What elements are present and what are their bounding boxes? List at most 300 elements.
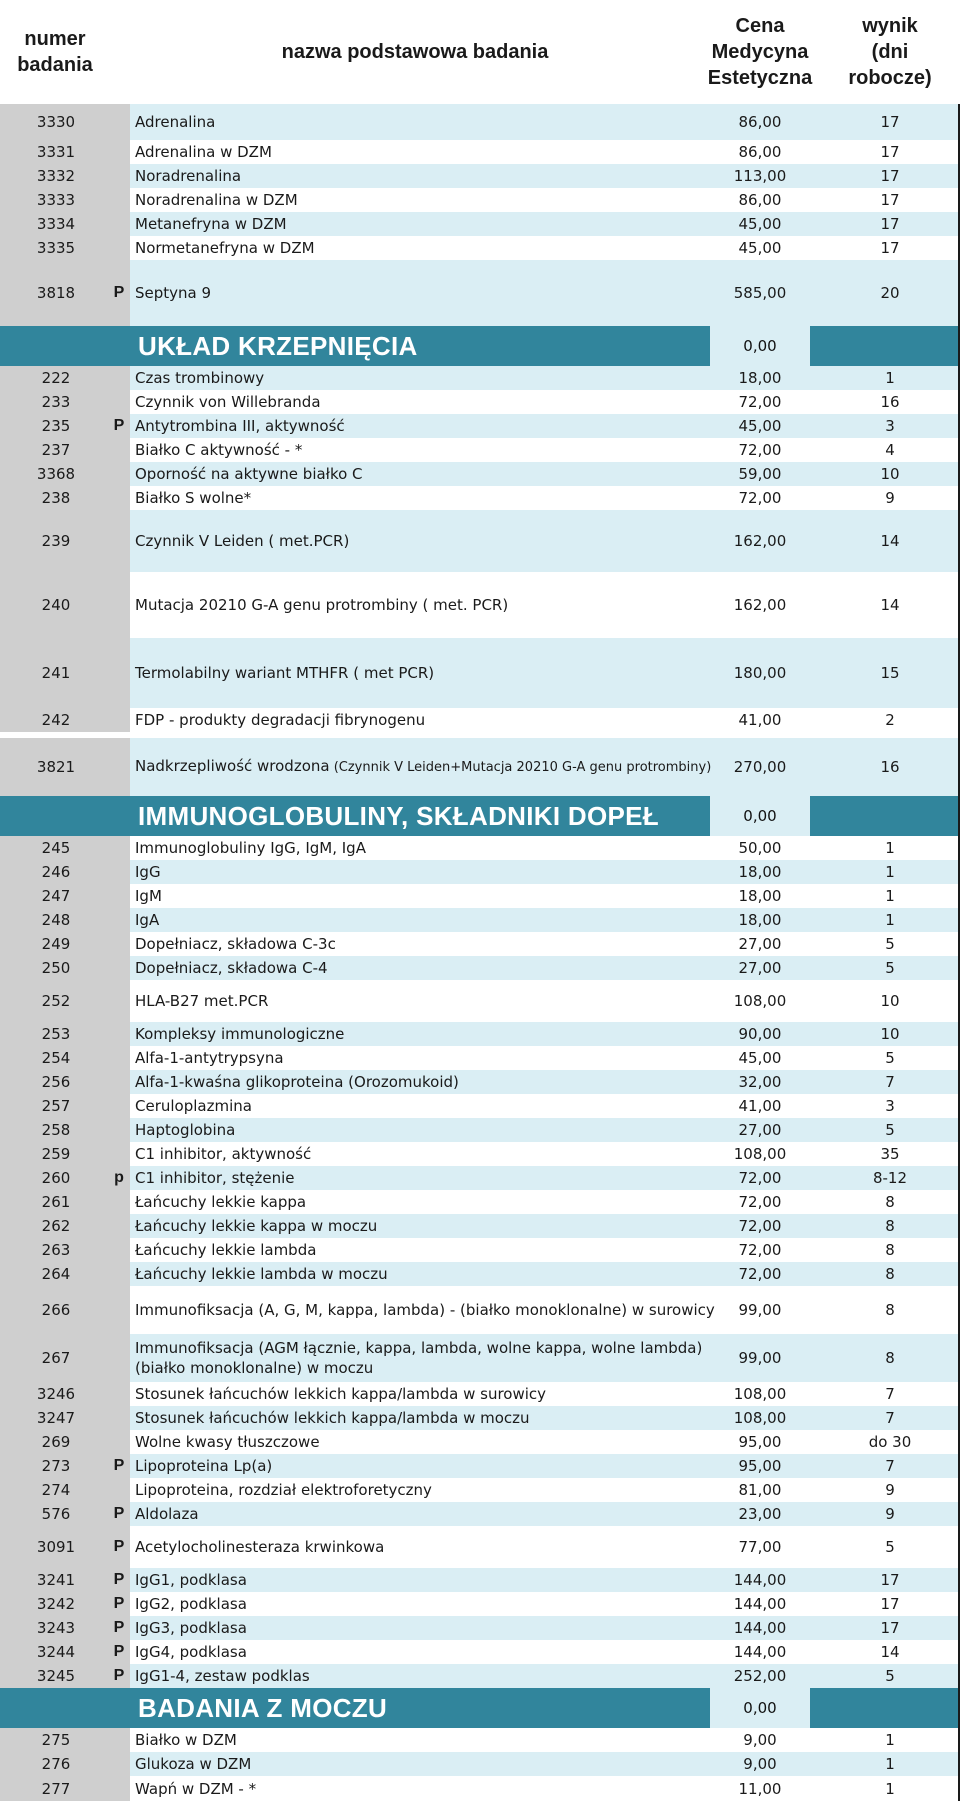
test-flag xyxy=(108,438,130,462)
test-days: 5 xyxy=(885,1049,895,1067)
test-price: 11,00 xyxy=(738,1779,782,1798)
test-days: 14 xyxy=(880,1643,900,1661)
test-days: 17 xyxy=(880,215,900,233)
table-row xyxy=(0,1334,960,1382)
test-flag xyxy=(108,1070,130,1094)
table-row xyxy=(0,908,960,932)
test-number: 275 xyxy=(41,1731,71,1749)
test-price: 27,00 xyxy=(738,935,782,953)
test-days: 17 xyxy=(880,143,900,161)
test-days: 8 xyxy=(885,1217,895,1235)
table-row xyxy=(0,438,960,462)
table-row xyxy=(0,188,960,212)
test-price: 113,00 xyxy=(733,167,787,185)
test-price: 72,00 xyxy=(738,441,782,459)
table-row xyxy=(0,1664,960,1688)
table-row xyxy=(0,1776,960,1801)
test-name: Glukoza w DZM xyxy=(135,1755,252,1773)
test-name: Białko S wolne* xyxy=(135,489,252,507)
test-price: 77,00 xyxy=(738,1538,782,1556)
test-flag xyxy=(108,1118,130,1142)
test-price: 72,00 xyxy=(738,1217,782,1235)
test-days: 35 xyxy=(880,1145,900,1163)
section-header xyxy=(0,1688,960,1728)
test-number: 3331 xyxy=(36,143,76,161)
test-price: 45,00 xyxy=(738,1049,782,1067)
test-days: 17 xyxy=(880,191,900,209)
test-price: 27,00 xyxy=(738,959,782,977)
test-name: C1 inhibitor, aktywność xyxy=(135,1145,312,1163)
test-name: Alfa-1-antytrypsyna xyxy=(135,1049,284,1067)
test-days: 7 xyxy=(885,1457,895,1475)
test-name: Normetanefryna w DZM xyxy=(135,239,315,257)
test-price: 72,00 xyxy=(738,1193,782,1211)
test-number: 3247 xyxy=(36,1409,76,1427)
table-row xyxy=(0,1142,960,1166)
test-name: IgG1, podklasa xyxy=(135,1571,247,1589)
section-price: 0,00 xyxy=(710,1688,810,1728)
test-name: Immunofiksacja (A, G, M, kappa, lambda) - (białko monoklonalne) w surowicy xyxy=(135,1301,715,1319)
table-row xyxy=(0,1616,960,1640)
header-days: wynik (dni robocze) xyxy=(848,15,932,89)
test-flag xyxy=(108,462,130,486)
test-price: 99,00 xyxy=(738,1349,782,1367)
test-name-main: Nadkrzepliwość wrodzona xyxy=(135,757,330,775)
test-name: Łańcuchy lekkie kappa w moczu xyxy=(135,1217,378,1235)
test-number: 254 xyxy=(41,1049,71,1067)
test-flag xyxy=(108,932,130,956)
test-flag xyxy=(108,1776,130,1801)
header-price: Cena Medycyna Estetyczna xyxy=(707,15,813,89)
test-name: Termolabilny wariant MTHFR ( met PCR) xyxy=(135,664,435,682)
test-number: 256 xyxy=(41,1073,71,1091)
table-row xyxy=(0,1262,960,1286)
test-flag: P xyxy=(113,1571,125,1588)
test-price: 72,00 xyxy=(738,1265,782,1283)
test-price: 27,00 xyxy=(738,1121,782,1139)
test-days: 9 xyxy=(885,1481,895,1499)
test-name xyxy=(135,738,715,796)
table-row xyxy=(0,462,960,486)
test-number: 252 xyxy=(41,992,71,1010)
test-days: 3 xyxy=(885,417,895,435)
test-flag xyxy=(108,1214,130,1238)
table-row xyxy=(0,486,960,510)
test-price: 144,00 xyxy=(733,1619,787,1637)
test-name: Adrenalina xyxy=(135,113,216,131)
table-row xyxy=(0,980,960,1022)
test-number: 3368 xyxy=(36,465,76,483)
test-days: 5 xyxy=(885,1667,895,1685)
test-flag xyxy=(108,572,130,638)
table-row xyxy=(0,236,960,260)
table-row xyxy=(0,1238,960,1262)
test-flag xyxy=(108,860,130,884)
test-flag: P xyxy=(113,1457,125,1474)
test-name: Dopełniacz, składowa C-4 xyxy=(135,959,328,977)
test-name: Alfa-1-kwaśna glikoproteina (Orozomukoid) xyxy=(135,1073,459,1091)
table-row xyxy=(0,1478,960,1502)
test-flag xyxy=(108,908,130,932)
test-price: 86,00 xyxy=(738,191,782,209)
test-days: 1 xyxy=(885,839,895,857)
test-days: 1 xyxy=(885,863,895,881)
table-row xyxy=(0,1214,960,1238)
test-days: 7 xyxy=(885,1409,895,1427)
test-name: Białko w DZM xyxy=(135,1731,237,1749)
table-row xyxy=(0,1118,960,1142)
test-price: 144,00 xyxy=(733,1571,787,1589)
test-number: 274 xyxy=(41,1481,71,1499)
test-flag: P xyxy=(113,1538,125,1555)
test-number: 276 xyxy=(41,1755,71,1773)
test-number: 242 xyxy=(41,711,71,729)
test-days: 20 xyxy=(880,284,900,302)
test-price: 95,00 xyxy=(738,1457,782,1475)
test-number: 3335 xyxy=(36,239,76,257)
test-price: 108,00 xyxy=(733,1145,787,1163)
test-flag xyxy=(108,1142,130,1166)
test-price: 72,00 xyxy=(738,393,782,411)
test-days: 17 xyxy=(880,1619,900,1637)
header-name: nazwa podstawowa badania xyxy=(281,41,549,63)
test-name: Immunofiksacja (AGM łącznie, kappa, lambda, wolne kappa, wolne lambda) (białko monoklonalne) w moczu xyxy=(135,1339,703,1377)
test-days: 8 xyxy=(885,1193,895,1211)
test-number: 3091 xyxy=(36,1538,76,1556)
test-number: 3330 xyxy=(36,113,76,131)
table-row xyxy=(0,1752,960,1776)
test-price: 45,00 xyxy=(738,215,782,233)
section-title: UKŁAD KRZEPNIĘCIA xyxy=(138,330,418,361)
test-days: 7 xyxy=(885,1073,895,1091)
table-row xyxy=(0,1286,960,1334)
test-days: 3 xyxy=(885,1097,895,1115)
test-days: 14 xyxy=(880,532,900,550)
test-days: 8 xyxy=(885,1241,895,1259)
test-flag xyxy=(108,366,130,390)
test-flag xyxy=(108,164,130,188)
table-row xyxy=(0,1728,960,1752)
test-name: IgG4, podklasa xyxy=(135,1643,247,1661)
test-price: 41,00 xyxy=(738,711,782,729)
header-number: numer badania xyxy=(17,28,93,76)
table-row xyxy=(0,1070,960,1094)
test-name: Czynnik V Leiden ( met.PCR) xyxy=(135,532,350,550)
test-name: Oporność na aktywne białko C xyxy=(135,465,363,483)
test-price: 90,00 xyxy=(738,1025,782,1043)
test-number: 3243 xyxy=(36,1619,76,1637)
test-number: 277 xyxy=(41,1779,71,1798)
test-name: Metanefryna w DZM xyxy=(135,215,287,233)
test-name: Łańcuchy lekkie lambda xyxy=(135,1241,317,1259)
table-row xyxy=(0,1640,960,1664)
test-price: 108,00 xyxy=(733,1409,787,1427)
test-number: 3333 xyxy=(36,191,76,209)
test-number: 3244 xyxy=(36,1643,76,1661)
test-flag: P xyxy=(113,1667,125,1684)
table-row xyxy=(0,1430,960,1454)
test-flag xyxy=(108,236,130,260)
table-row xyxy=(0,1046,960,1070)
table-row xyxy=(0,140,960,164)
test-flag xyxy=(108,708,130,732)
test-flag xyxy=(108,1752,130,1776)
test-days: 17 xyxy=(880,239,900,257)
test-days: 9 xyxy=(885,1505,895,1523)
test-number: 3246 xyxy=(36,1385,76,1403)
test-name: Łańcuchy lekkie lambda w moczu xyxy=(135,1265,388,1283)
test-number: 247 xyxy=(41,887,71,905)
test-flag xyxy=(108,738,130,796)
test-name: Białko C aktywność - * xyxy=(135,441,303,459)
test-price: 41,00 xyxy=(738,1097,782,1115)
test-price: 270,00 xyxy=(733,758,787,776)
test-price: 45,00 xyxy=(738,417,782,435)
test-price: 108,00 xyxy=(733,1385,787,1403)
test-days: 1 xyxy=(885,887,895,905)
test-days: 17 xyxy=(880,1595,900,1613)
test-days: 1 xyxy=(885,1731,895,1749)
test-name: Antytrombina III, aktywność xyxy=(135,417,345,435)
table-row xyxy=(0,1382,960,1406)
test-number: 235 xyxy=(41,417,71,435)
section-header xyxy=(0,326,960,366)
test-number: 238 xyxy=(41,489,71,507)
table-row xyxy=(0,572,960,638)
test-number: 3818 xyxy=(36,284,76,302)
test-flag xyxy=(108,1728,130,1752)
test-days: 10 xyxy=(880,465,900,483)
test-number: 239 xyxy=(41,532,71,550)
test-days: 7 xyxy=(885,1385,895,1403)
table-row xyxy=(0,1022,960,1046)
table-row xyxy=(0,366,960,390)
test-name-wrap xyxy=(135,756,711,778)
table-row xyxy=(0,164,960,188)
test-number: 273 xyxy=(41,1457,71,1475)
test-price: 72,00 xyxy=(738,1169,782,1187)
test-name: Adrenalina w DZM xyxy=(135,143,272,161)
test-price: 252,00 xyxy=(733,1667,787,1685)
test-number: 237 xyxy=(41,441,71,459)
test-name: Stosunek łańcuchów lekkich kappa/lambda w surowicy xyxy=(135,1385,547,1403)
section-price: 0,00 xyxy=(710,326,810,366)
test-price: 585,00 xyxy=(733,284,787,302)
test-name: IgG3, podklasa xyxy=(135,1619,247,1637)
table-row xyxy=(0,1592,960,1616)
test-flag xyxy=(108,486,130,510)
test-number: 250 xyxy=(41,959,71,977)
test-flag: P xyxy=(113,284,125,301)
test-flag xyxy=(108,1430,130,1454)
test-flag xyxy=(108,638,130,708)
test-flag xyxy=(108,1478,130,1502)
test-price: 23,00 xyxy=(738,1505,782,1523)
test-number: 260 xyxy=(41,1169,71,1187)
test-flag xyxy=(108,1286,130,1334)
test-number: 240 xyxy=(41,596,71,614)
test-price: 144,00 xyxy=(733,1643,787,1661)
table-row xyxy=(0,260,960,326)
table-row xyxy=(0,390,960,414)
table-row xyxy=(0,1526,960,1568)
test-price: 162,00 xyxy=(733,596,787,614)
test-flag: P xyxy=(113,1505,125,1522)
table-row xyxy=(0,836,960,860)
test-number: 248 xyxy=(41,911,71,929)
table-row xyxy=(0,1568,960,1592)
test-number: 3241 xyxy=(36,1571,76,1589)
test-days: 8 xyxy=(885,1265,895,1283)
test-name: Aldolaza xyxy=(135,1505,199,1523)
test-days: 5 xyxy=(885,1121,895,1139)
test-flag xyxy=(108,1262,130,1286)
test-name: Wolne kwasy tłuszczowe xyxy=(135,1433,320,1451)
test-days: 5 xyxy=(885,1538,895,1556)
test-days: 17 xyxy=(880,1571,900,1589)
test-number: 262 xyxy=(41,1217,71,1235)
test-price: 72,00 xyxy=(738,489,782,507)
test-days: 16 xyxy=(880,758,900,776)
test-name: Wapń w DZM - * xyxy=(135,1779,257,1798)
test-number: 261 xyxy=(41,1193,71,1211)
test-days: 4 xyxy=(885,441,895,459)
test-number: 576 xyxy=(41,1505,71,1523)
table-row xyxy=(0,708,960,732)
test-flag xyxy=(108,212,130,236)
table-row xyxy=(0,1454,960,1478)
test-flag xyxy=(108,956,130,980)
test-name: IgG1-4, zestaw podklas xyxy=(135,1667,310,1685)
test-price: 18,00 xyxy=(738,863,782,881)
test-flag xyxy=(108,836,130,860)
test-days: 14 xyxy=(880,596,900,614)
test-number: 269 xyxy=(41,1433,71,1451)
table-row xyxy=(0,932,960,956)
test-name: IgM xyxy=(135,887,162,905)
test-price: 72,00 xyxy=(738,1241,782,1259)
test-number: 249 xyxy=(41,935,71,953)
test-days: 9 xyxy=(885,489,895,507)
test-price: 18,00 xyxy=(738,369,782,387)
test-number: 3332 xyxy=(36,167,76,185)
test-name: Noradrenalina w DZM xyxy=(135,191,298,209)
test-price: 162,00 xyxy=(733,532,787,550)
test-name: Ceruloplazmina xyxy=(135,1097,252,1115)
table-row xyxy=(0,1502,960,1526)
test-days: 17 xyxy=(880,167,900,185)
test-name: C1 inhibitor, stężenie xyxy=(135,1169,295,1187)
test-flag xyxy=(108,188,130,212)
test-price: 86,00 xyxy=(738,143,782,161)
test-flag xyxy=(108,1406,130,1430)
test-number: 3245 xyxy=(36,1667,76,1685)
test-name: Dopełniacz, składowa C-3c xyxy=(135,935,336,953)
test-number: 233 xyxy=(41,393,71,411)
test-flag: P xyxy=(113,1595,125,1612)
test-price: 99,00 xyxy=(738,1301,782,1319)
test-price: 95,00 xyxy=(738,1433,782,1451)
test-price: 108,00 xyxy=(733,992,787,1010)
test-number: 245 xyxy=(41,839,71,857)
test-price: 144,00 xyxy=(733,1595,787,1613)
test-name: Haptoglobina xyxy=(135,1121,236,1139)
test-flag xyxy=(108,1382,130,1406)
test-days: 10 xyxy=(880,1025,900,1043)
table-row xyxy=(0,1190,960,1214)
table-row xyxy=(0,104,960,140)
table-row xyxy=(0,1166,960,1190)
test-name: Mutacja 20210 G-A genu protrombiny ( met. PCR) xyxy=(135,596,509,614)
test-flag xyxy=(108,980,130,1022)
test-days: 10 xyxy=(880,992,900,1010)
test-price: 32,00 xyxy=(738,1073,782,1091)
test-name: Czas trombinowy xyxy=(135,369,265,387)
test-price: 86,00 xyxy=(738,113,782,131)
test-name: Acetylocholinesteraza krwinkowa xyxy=(135,1538,385,1556)
test-name: IgG xyxy=(135,863,161,881)
test-days: 1 xyxy=(885,369,895,387)
test-number: 3242 xyxy=(36,1595,76,1613)
test-price: 9,00 xyxy=(743,1755,777,1773)
test-days: 5 xyxy=(885,959,895,977)
test-flag xyxy=(108,1046,130,1070)
test-days: 8-12 xyxy=(872,1169,908,1187)
test-days: 16 xyxy=(880,393,900,411)
test-number: 263 xyxy=(41,1241,71,1259)
test-number: 258 xyxy=(41,1121,71,1139)
test-flag: P xyxy=(113,1619,125,1636)
test-flag xyxy=(108,140,130,164)
test-name: Lipoproteina, rozdział elektroforetyczny xyxy=(135,1481,432,1499)
test-days: 8 xyxy=(885,1349,895,1367)
test-days: 17 xyxy=(880,113,900,131)
test-name: IgA xyxy=(135,911,160,929)
test-name: Lipoproteina Lp(a) xyxy=(135,1457,273,1475)
test-number: 266 xyxy=(41,1301,71,1319)
test-name: HLA-B27 met.PCR xyxy=(135,992,269,1010)
section-price: 0,00 xyxy=(710,796,810,836)
test-flag: P xyxy=(113,1643,125,1660)
test-name: Noradrenalina xyxy=(135,167,242,185)
table-row xyxy=(0,1094,960,1118)
test-flag xyxy=(108,1022,130,1046)
table-row xyxy=(0,414,960,438)
table-row xyxy=(0,738,960,796)
test-name: Czynnik von Willebranda xyxy=(135,393,321,411)
test-name: Septyna 9 xyxy=(135,284,212,302)
test-price: 18,00 xyxy=(738,911,782,929)
table-row xyxy=(0,510,960,572)
test-flag xyxy=(108,1190,130,1214)
test-flag xyxy=(108,884,130,908)
table-row xyxy=(0,956,960,980)
test-price: 180,00 xyxy=(733,664,787,682)
test-price: 9,00 xyxy=(743,1731,777,1749)
test-number: 222 xyxy=(41,369,71,387)
test-days: 1 xyxy=(885,1779,895,1798)
test-price: 18,00 xyxy=(738,887,782,905)
test-flag xyxy=(108,1094,130,1118)
test-name: FDP - produkty degradacji fibrynogenu xyxy=(135,711,426,729)
test-price: 50,00 xyxy=(738,839,782,857)
table-row xyxy=(0,638,960,708)
test-name: Stosunek łańcuchów lekkich kappa/lambda w moczu xyxy=(135,1409,530,1427)
test-days: 15 xyxy=(880,664,900,682)
test-days: do 30 xyxy=(868,1433,912,1451)
test-price: 59,00 xyxy=(738,465,782,483)
test-price: 45,00 xyxy=(738,239,782,257)
